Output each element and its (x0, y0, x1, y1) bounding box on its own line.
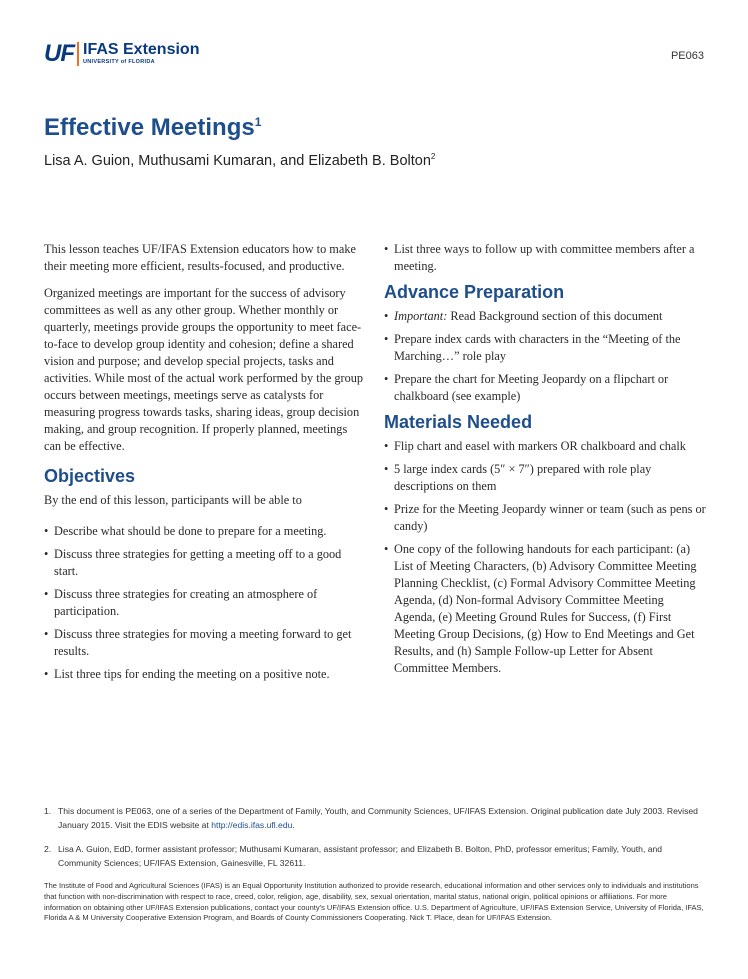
footnotes (44, 804, 706, 880)
title-footnote-marker: 1 (254, 115, 262, 129)
uf-ifas-logo[interactable] (44, 42, 199, 68)
body-paragraph: Organized meetings are important for the success of advisory committees as well as any other group. Whether monthly or quarterly, meetings provide groups the opportunity to meet face-to-face to develop group identity and cohesion; define a shared vision and purpose; and develop special projects, tasks and activities. While most of the actual work performed by the group occurs between meetings, meetings serve as catalysts for measuring progress towards tasks, sharing ideas, group decision making, and group recognition. If properly planned, meetings can be effective. (44, 286, 364, 453)
uf-monogram: UF (44, 40, 74, 67)
material-item: • Flip chart and easel with markers OR chalkboard and chalk (384, 438, 706, 455)
objective-item: • List three tips for ending the meeting on a positive note. (44, 666, 364, 683)
advance-item (384, 308, 706, 325)
material-item: • 5 large index cards (5″ × 7″) prepared with role play descriptions on them (384, 461, 706, 495)
objectives-heading: Objectives (44, 466, 136, 486)
left-column (44, 241, 364, 689)
advance-item: • Prepare the chart for Meeting Jeopardy on a flipchart or chalkboard (see example) (384, 371, 706, 405)
objectives-list-continued (384, 241, 706, 275)
logo-university: UNIVERSITY of FLORIDA (83, 59, 155, 65)
right-column (384, 241, 706, 683)
materials-needed-heading: Materials Needed (384, 412, 533, 432)
advance-preparation-list (384, 308, 706, 405)
intro-paragraph: This lesson teaches UF/IFAS Extension educators how to make their meeting more efficient, results-focused, and productive. (44, 242, 356, 273)
important-label: Important: (394, 309, 448, 323)
objective-item: • Describe what should be done to prepare for a meeting. (44, 523, 364, 540)
logo-ifas-extension: IFAS Extension (83, 41, 200, 58)
logo-wordmark (83, 42, 199, 66)
footnote-period: . (292, 820, 295, 830)
footnote-2 (44, 842, 706, 870)
advance-item: • Prepare index cards with characters in the “Meeting of the Marching…” role play (384, 331, 706, 365)
objective-item: • List three ways to follow up with committee members after a meeting. (384, 241, 706, 275)
materials-list (384, 438, 706, 677)
footnote-text: This document is PE063, one of a series of the Department of Family, Youth, and Community Sciences, UF/IFAS Extension. Original publication date July 2003. Revised January 2015. Visit the EDIS website at (58, 806, 698, 830)
footnote-number: 1. (44, 806, 52, 816)
authors-text: Lisa A. Guion, Muthusami Kumaran, and Elizabeth B. Bolton (44, 153, 431, 169)
footnote-1 (44, 804, 706, 832)
document-code: PE063 (670, 50, 704, 62)
objective-item: • Discuss three strategies for creating an atmosphere of participation. (44, 586, 364, 620)
objective-item: • Discuss three strategies for getting a meeting off to a good start. (44, 546, 364, 580)
objective-item: • Discuss three strategies for moving a meeting forward to get results. (44, 626, 364, 660)
logo-divider (77, 42, 79, 66)
objectives-list (44, 523, 364, 683)
material-item: • Prize for the Meeting Jeopardy winner or team (such as pens or candy) (384, 501, 706, 535)
objectives-intro: By the end of this lesson, participants will be able to (44, 493, 302, 507)
author-list (44, 151, 435, 171)
edis-website-link[interactable]: http://edis.ifas.ufl.edu (211, 820, 293, 830)
advance-item-text: Read Background section of this document (447, 309, 663, 323)
document-title (44, 113, 261, 143)
footnote-number: 2. (44, 844, 52, 854)
equal-opportunity-disclaimer: The Institute of Food and Agricultural Sciences (IFAS) is an Equal Opportunity Institution authorized to provide research, educational information and other services only to individuals and institutions that function with non-discrimination with respect to race, creed, color, religion, age, disability, sex, sexual orientation, marital status, national origin, political opinions or affiliations. For more information on obtaining other UF/IFAS Extension publications, contact your county’s UF/IFAS Extension office. U.S. Department of Agriculture, UF/IFAS Extension Service, University of Florida, IFAS, Florida A & M University Cooperative Extension Program, and Boards of County Commissioners Cooperating. Nick T. Place, dean for UF/IFAS Extension. (44, 881, 704, 923)
authors-footnote-marker: 2 (430, 152, 436, 162)
footnote-text: Lisa A. Guion, EdD, former assistant professor; Muthusami Kumaran, assistant professor; and Elizabeth B. Bolton, PhD, professor emeritus; Family, Youth, and Community Sciences; UF/IFAS Extension, Gainesville, FL 32611. (58, 844, 663, 868)
material-item: • One copy of the following handouts for each participant: (a) List of Meeting Characters, (b) Advisory Committee Meeting Planning Checklist, (c) Formal Advisory Committee Meeting Agenda, (d) Non-formal Advisory Committee Meeting Agenda, (e) Meeting Ground Rules for Success, (f) First Meeting Group Decisions, (g) How to End Meetings and Get Results, and (h) Sample Follow-up Letter for Absent Committee Members. (384, 541, 706, 677)
title-text: Effective Meetings (44, 114, 255, 141)
advance-preparation-heading: Advance Preparation (384, 282, 565, 302)
